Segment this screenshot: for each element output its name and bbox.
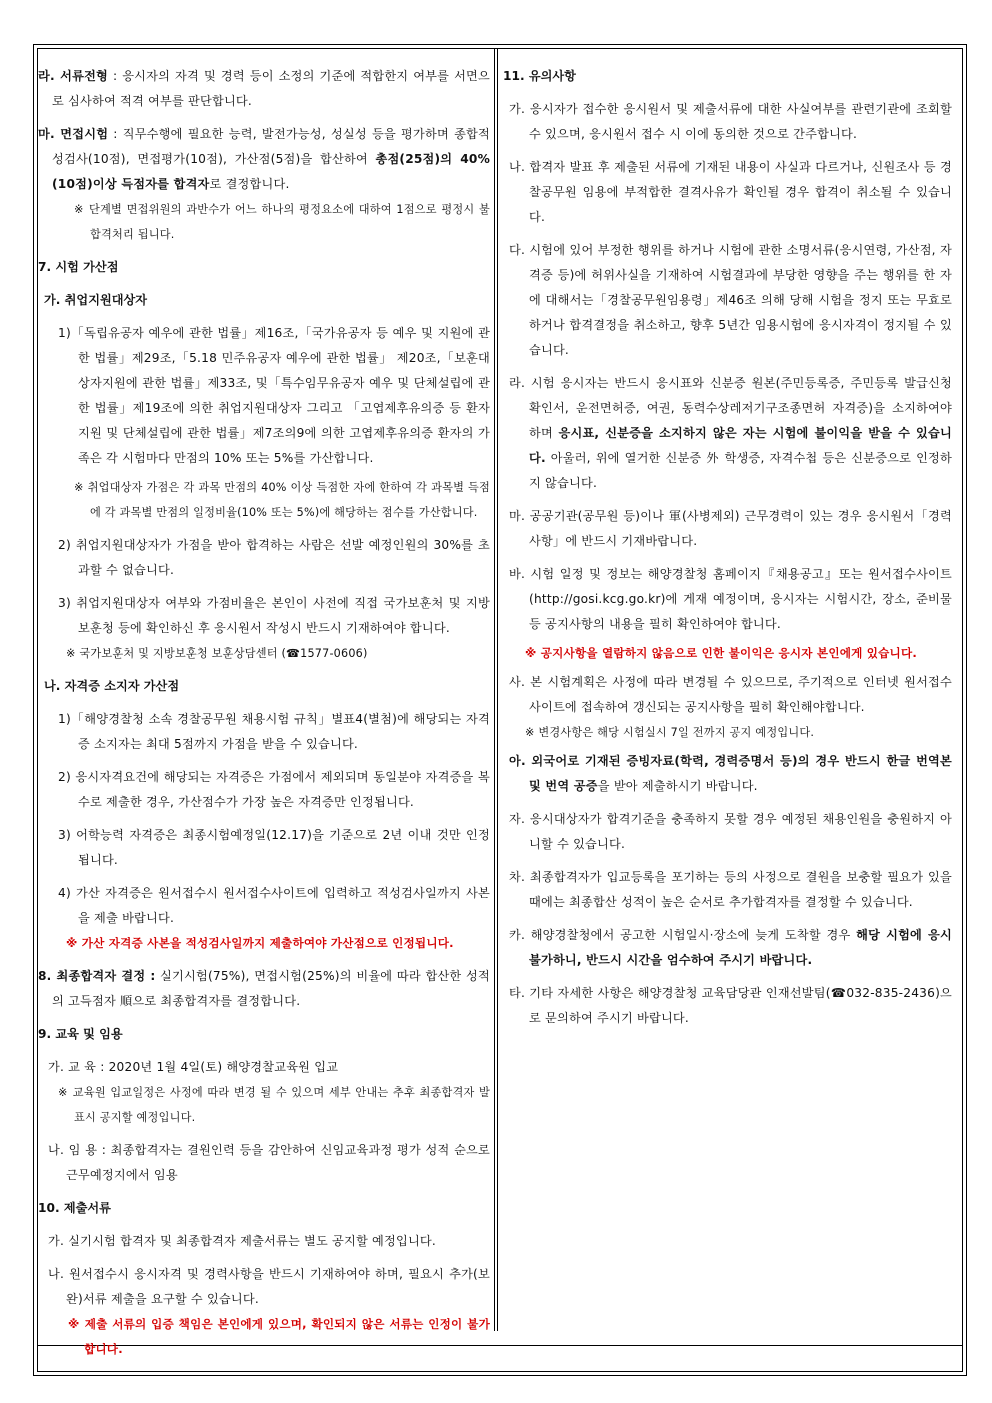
section-ma-text2: 로 결정합니다. [209,177,290,191]
right-column [503,64,952,1031]
section-7-ga-1: 1)「독립유공자 예우에 관한 법률」제16조,「국가유공자 등 예우 및 지원에 관한 법률」제29조,「5.18 민주유공자 예우에 관한 법률」 제20조,「보훈대상자지원에 관한 법률」제33조, 및「특수임무유공자 예우 및 단체설립에 관한 법률」제19조에 의한 취업지원대상자 그리고 「고엽제후유의증 등 환자지원 및 단체설립에 관한 법률」제7조의9에 의한 고엽제후유의증 환자의 가족은 각 시험마다 만점의 10% 또는 5%를 가산합니다. [58,326,490,465]
document-warning: ※ 제출 서류의 입증 책임은 본인에게 있으며, 확인되지 않은 서류는 인정이 불가합니다. [68,1317,490,1356]
interview-note: ※ 단계별 면접위원의 과반수가 어느 하나의 평정요소에 대하여 1점으로 평정시 불합격처리 됩니다. [74,203,490,241]
section-7-ga-note: ※ 취업대상자 가점은 각 과목 만점의 40% 이상 득점한 자에 한하여 각 과목별 득점에 각 과목별 만점의 일정비율(10% 또는 5%)에 해당하는 점수를 가산합니다. [74,481,490,519]
section-7-na-3: 3) 어학능력 자격증은 최종시험예정일(12.17)을 기준으로 2년 이내 것만 인정됩니다. [58,828,490,867]
section-10-na: 나. 원서접수시 응시자격 및 경력사항을 반드시 기재하여야 하며, 필요시 추가(보완)서류 제출을 요구할 수 있습니다. [48,1267,490,1306]
section-8-text: 실기시험(75%), 면접시험(25%)의 비율에 따라 합산한 성적의 고득점자 順으로 최종합격자를 결정합니다. [52,969,490,1008]
section-10-ga: 가. 실기시험 합격자 및 최종합격자 제출서류는 별도 공지할 예정입니다. [48,1234,436,1248]
section-9-note: ※ 교육원 입교일정은 사정에 따라 변경 될 수 있으며 세부 안내는 추후 최종합격자 발표시 공지할 예정입니다. [58,1086,490,1124]
notice-sa: 사. 본 시험계획은 사정에 따라 변경될 수 있으므로, 주기적으로 인터넷 원서접수사이트에 접속하여 갱신되는 공지사항을 필히 확인해야합니다. [509,675,952,714]
notice-ga: 가. 응시자가 접수한 응시원서 및 제출서류에 대한 사실여부를 관련기관에 조회할 수 있으며, 응시원서 접수 시 이에 동의한 것으로 간주합니다. [509,102,952,141]
section-7-na-1: 1)「해양경찰청 소속 경찰공무원 채용시험 규칙」별표4(별첨)에 해당되는 자격증 소지자는 최대 5점까지 가점을 받을 수 있습니다. [58,712,490,751]
notice-ma: 마. 공공기관(공무원 등)이나 軍(사병제외) 근무경력이 있는 경우 응시원서「경력사항」에 반드시 기재바랍니다. [509,509,952,548]
section-7-na-4: 4) 가산 자격증은 원서접수시 원서접수사이트에 입력하고 적성검사일까지 사본을 제출 바랍니다. [58,886,490,925]
section-ra-label: 라. 서류전형 [38,69,109,83]
section-9-ga: 가. 교 육 : 2020년 1월 4일(토) 해양경찰교육원 입교 [48,1060,339,1074]
notice-ra-text1: 라. 시험 응시자는 반드시 응시표와 신분증 원본(주민등록증, 주민등록 발급신청 확인서, 운전면허증, 여권, 동력수상레저기구조종면허 자격증)을 소지하여야 하며 [509,376,952,440]
notice-ka [503,923,952,973]
section-ra-text: : 응시자의 자격 및 경력 등이 소정의 기준에 적합한지 여부를 서면으로 심사하여 적격 여부를 판단합니다. [52,69,490,108]
section-11-title: 11. 유의사항 [503,69,576,83]
section-7-na-2: 2) 응시자격요건에 해당되는 자격증은 가점에서 제외되며 동일분야 자격증을 복수로 제출한 경우, 가산점수가 가장 높은 자격증만 인정됩니다. [58,770,490,809]
notice-ba: 바. 시험 일정 및 정보는 해양경찰청 홈페이지『채용공고』또는 원서접수사이트(http://gosi.kcg.go.kr)에 게재 예정이며, 응시자는 시험시간, 장소, 준비물 등 공지사항의 내용을 필히 확인하여야 합니다. [509,567,952,631]
section-ma-text1: : 직무수행에 필요한 능력, 발전가능성, 성실성 등을 평가하며 종합적성검사(10점), 면접평가(10점), 가산점(5점)을 합산하여 [52,127,490,166]
notice-a-text: 을 받아 제출하시기 바랍니다. [597,779,758,793]
section-7-ga-2: 2) 취업지원대상자가 가점을 받아 합격하는 사람은 선발 예정인원의 30%를 초과할 수 없습니다. [58,538,490,577]
hotline-note: ※ 국가보훈처 및 지방보훈청 보훈상담센터 (☎1577-0606) [66,647,368,660]
section-9-na: 나. 임 용 : 최종합격자는 결원인력 등을 감안하여 신임교육과정 평가 성적 순으로 근무예정지에서 임용 [48,1143,490,1182]
notice-ka-text: 카. 해양경찰청에서 공고한 시험일시·장소에 늦게 도착할 경우 [509,928,857,942]
notice-ta: 타. 기타 자세한 사항은 해양경찰청 교육담당관 인재선발팀(☎032-835-2436)으로 문의하여 주시기 바랍니다. [509,986,952,1025]
notice-na: 나. 합격자 발표 후 제출된 서류에 기재된 내용이 사실과 다르거나, 신원조사 등 경찰공무원 임용에 부적합한 결격사유가 확인될 경우 합격이 취소될 수 있습니다. [509,160,952,224]
section-7-title: 7. 시험 가산점 [38,260,119,274]
section-ma-label: 마. 면접시험 [38,127,109,141]
section-ma [38,122,490,197]
notice-da: 다. 시험에 있어 부정한 행위를 하거나 시험에 관한 소명서류(응시연령, 가산점, 자격증 등)에 허위사실을 기재하여 시험결과에 부당한 영향을 주는 행위를 한 자에 대해서는「경찰공무원임용령」제46조 의해 당해 시험을 정지 또는 무효로 하거나 합격결정을 취소하고, 향후 5년간 임용시험에 응시자격이 정지될 수 있습니다. [509,243,952,357]
left-column [38,64,490,1362]
certificate-warning: ※ 가산 자격증 사본을 적성검사일까지 제출하여야 가산점으로 인정됩니다. [66,936,454,950]
notice-ka-bold: 해당 시험에 응시 불가하니, 반드시 시간을 엄수하여 주시기 바랍니다. [529,928,952,967]
section-7-ga-3: 3) 취업지원대상자 여부와 가점비율은 본인이 사전에 직접 국가보훈처 및 지방보훈청 등에 확인하신 후 응시원서 작성시 반드시 기재하여야 합니다. [58,596,490,635]
notice-ra [503,371,952,496]
notice-red-warning: ※ 공지사항을 열람하지 않음으로 인한 불이익은 응시자 본인에게 있습니다. [525,646,917,660]
section-ma-bold: 총점(25점)의 40% (10점)이상 득점자를 합격자 [52,152,490,191]
section-8-label: 8. 최종합격자 결정 : [38,969,156,983]
column-divider [494,48,498,1331]
notice-ja: 자. 응시대상자가 합격기준을 충족하지 못할 경우 예정된 채용인원을 충원하지 아니할 수 있습니다. [509,812,952,851]
notice-a [503,749,952,799]
section-7-ga-title: 가. 취업지원대상자 [44,293,148,307]
section-8 [38,964,490,1014]
notice-ra-text2: 아울러, 위에 열거한 신분증 外 학생증, 자격수첩 등은 신분증으로 인정하지 않습니다. [529,451,952,490]
notice-cha: 차. 최종합격자가 입교등록을 포기하는 등의 사정으로 결원을 보충할 필요가 있을 때에는 최종합산 성적이 높은 순서로 추가합격자를 결정할 수 있습니다. [509,870,952,909]
section-ra [38,64,490,114]
notice-a-bold: 아. 외국어로 기재된 증빙자료(학력, 경력증명서 등)의 경우 반드시 한글 번역본 및 번역 공증 [509,754,952,793]
section-7-na-title: 나. 자격증 소지자 가산점 [44,679,180,693]
notice-ra-bold: 응시표, 신분증을 소지하지 않은 자는 시험에 불이익을 받을 수 있습니다. [529,426,952,465]
section-10-title: 10. 제출서류 [38,1201,111,1215]
section-9-title: 9. 교육 및 임용 [38,1027,123,1041]
notice-sa-note: ※ 변경사항은 해당 시험실시 7일 전까지 공지 예정입니다. [525,726,815,739]
